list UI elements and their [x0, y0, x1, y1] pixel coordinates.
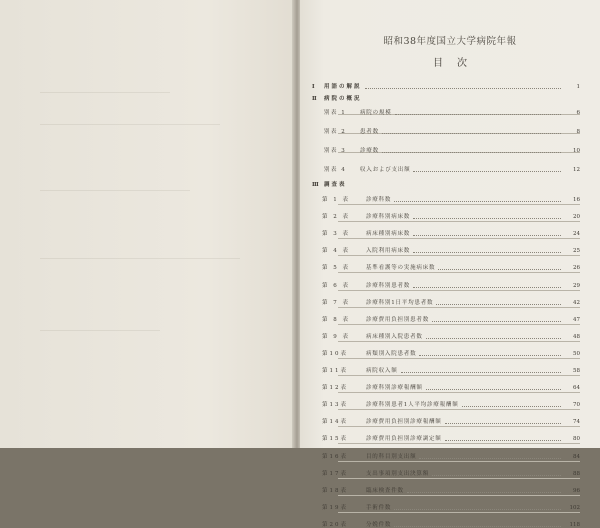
- page-number: 25: [573, 248, 580, 255]
- toc-entry: [312, 411, 580, 425]
- page-number: 42: [573, 299, 580, 306]
- page-number: 64: [573, 385, 580, 392]
- entry-title: 目的科目別支出額: [366, 453, 417, 460]
- toc-entry: [312, 394, 580, 408]
- toc-entry: [312, 480, 580, 494]
- entry-label: 第 3 表: [322, 231, 350, 238]
- toc-entry: [312, 428, 580, 442]
- toc-entry: [312, 497, 580, 511]
- leader-dots: [462, 405, 561, 407]
- entry-title: 基準看護等の実施病床数: [366, 265, 436, 272]
- entry-title: 診療科別患者1人平均診療報酬額: [366, 402, 459, 409]
- leader-dots: [394, 200, 561, 202]
- entry-label: 第14表: [322, 419, 348, 426]
- row-rule: [338, 426, 580, 427]
- bleed-through-line: [40, 330, 160, 331]
- leader-dots: [413, 170, 561, 172]
- page-number: 48: [573, 333, 580, 340]
- leader-dots: [382, 151, 561, 153]
- entry-label: 第 7 表: [322, 299, 350, 306]
- toc-entry: [312, 223, 580, 237]
- entry-label: 第 1 表: [322, 197, 350, 203]
- bleed-through-line: [40, 124, 220, 125]
- leader-dots: [432, 474, 561, 476]
- row-rule: [338, 324, 580, 325]
- row-rule: [338, 204, 580, 205]
- section-number: Ⅲ: [312, 182, 319, 188]
- page-number: 6: [576, 110, 580, 116]
- toc-entry: [312, 514, 580, 528]
- row-rule: [338, 290, 580, 291]
- page-number: 29: [573, 282, 580, 289]
- page-number: 10: [573, 148, 580, 154]
- toc-entry: [312, 463, 580, 477]
- leader-dots: [419, 354, 561, 356]
- row-rule: [338, 272, 580, 273]
- entry-label: 第 9 表: [322, 333, 350, 340]
- toc-section-2: [312, 88, 580, 102]
- row-rule: [338, 443, 580, 444]
- entry-label: 第11表: [322, 368, 348, 374]
- toc-entry: [312, 121, 580, 135]
- leader-dots: [445, 422, 561, 424]
- toc-entry: [312, 275, 580, 289]
- leader-dots: [419, 457, 561, 459]
- page-number: 50: [573, 350, 580, 357]
- toc-entry: [312, 140, 580, 154]
- row-rule: [338, 358, 580, 359]
- toc-section-3: [312, 174, 580, 188]
- page-number: 16: [573, 197, 580, 203]
- page-number: 70: [573, 402, 580, 409]
- entry-label: 別表 1: [324, 110, 347, 116]
- entry-title: 診療科別患者数: [366, 282, 411, 289]
- page-number: 102: [569, 504, 580, 511]
- entry-title: 診療費用負担別患者数: [366, 316, 430, 323]
- leader-dots: [426, 337, 561, 339]
- toc-entry: [312, 159, 580, 173]
- toc-entry: [312, 360, 580, 374]
- section-title: 調査表: [324, 182, 347, 188]
- entry-label: 第19表: [322, 504, 348, 511]
- entry-label: 第 6 表: [322, 282, 350, 289]
- leader-dots: [401, 371, 561, 373]
- leader-dots: [395, 113, 561, 115]
- entry-title: 診療費用負担別診療報酬額: [366, 419, 442, 426]
- leader-dots: [445, 439, 561, 441]
- left-page-blank: [0, 0, 296, 448]
- entry-label: 別表 2: [324, 129, 347, 135]
- entry-label: 第 4 表: [322, 248, 350, 255]
- toc-entry: [312, 377, 580, 391]
- entry-title: 診療科数: [366, 197, 392, 203]
- section-title: 用語の解説: [324, 84, 362, 90]
- row-rule: [338, 341, 580, 342]
- entry-label: 第20表: [322, 521, 348, 528]
- entry-title: 分娩件数: [366, 521, 392, 528]
- entry-label: 別表 3: [324, 148, 347, 154]
- toc-entry: [312, 326, 580, 340]
- toc-entry: [312, 189, 580, 203]
- toc-entry: [312, 206, 580, 220]
- entry-title: 病院収入額: [366, 368, 398, 374]
- leader-dots: [426, 388, 561, 390]
- leader-dots: [413, 234, 561, 236]
- leader-dots: [413, 251, 561, 253]
- row-rule: [338, 238, 580, 239]
- page-number: 84: [573, 453, 580, 460]
- entry-label: 別表 4: [324, 167, 347, 173]
- toc-entry: [312, 309, 580, 323]
- entry-label: 第 2 表: [322, 214, 350, 221]
- entry-label: 第 5 表: [322, 265, 350, 272]
- entry-label: 第17表: [322, 470, 348, 477]
- row-rule: [338, 461, 580, 462]
- entry-title: 診療数: [360, 148, 379, 154]
- leader-dots: [413, 286, 561, 288]
- bleed-through-line: [40, 258, 240, 259]
- toc-entry: [312, 292, 580, 306]
- page-number: 58: [573, 368, 580, 374]
- toc-entry: [312, 102, 580, 116]
- leader-dots: [382, 132, 561, 134]
- page-number: 47: [573, 316, 580, 323]
- leader-dots: [436, 303, 561, 305]
- page-number: 12: [573, 167, 580, 173]
- entry-title: 病床種別入院患者数: [366, 333, 423, 340]
- entry-title: 手術件数: [366, 504, 392, 511]
- leader-dots: [438, 268, 561, 270]
- page-number: 96: [573, 487, 580, 494]
- page-number: 118: [569, 521, 580, 528]
- row-rule: [338, 512, 580, 513]
- leader-dots: [394, 525, 561, 527]
- toc-entry: [312, 257, 580, 271]
- entry-label: 第18表: [322, 487, 348, 494]
- entry-title: 診療費用負担別診療調定額: [366, 436, 442, 443]
- entry-title: 病類別入院患者数: [366, 350, 417, 357]
- entry-label: 第10表: [322, 350, 348, 357]
- entry-title: 診療科別診療報酬額: [366, 385, 423, 392]
- page-number: 8: [576, 129, 580, 135]
- row-rule: [338, 478, 580, 479]
- entry-label: 第 8 表: [322, 316, 350, 323]
- entry-title: 患者数: [360, 129, 379, 135]
- toc-entry: [312, 240, 580, 254]
- entry-label: 第13表: [322, 402, 348, 409]
- leader-dots: [407, 491, 561, 493]
- entry-title: 病院の規模: [360, 110, 392, 116]
- leader-dots: [432, 320, 561, 322]
- page-number: 88: [573, 470, 580, 477]
- row-rule: [338, 375, 580, 376]
- bleed-through-line: [40, 190, 190, 191]
- entry-title: 収入および支出額: [360, 167, 411, 173]
- page-number: 20: [573, 214, 580, 221]
- page-number: 26: [573, 265, 580, 272]
- section-title: 病院の概況: [324, 96, 362, 102]
- page-number: 74: [573, 419, 580, 426]
- section-number: Ⅰ: [312, 84, 315, 90]
- page-number: 80: [573, 436, 580, 443]
- leader-dots: [413, 217, 561, 219]
- section-number: Ⅱ: [312, 96, 317, 102]
- entry-title: 臨床検査件数: [366, 487, 404, 494]
- row-rule: [338, 307, 580, 308]
- entry-title: 入院利用病床数: [366, 248, 411, 255]
- page-number: 24: [573, 231, 580, 238]
- page-number: 1: [576, 84, 580, 90]
- report-title: 昭和38年度国立大学病院年報: [383, 36, 517, 47]
- entry-title: 支出事項別支出決算額: [366, 470, 430, 477]
- row-rule: [338, 409, 580, 410]
- row-rule: [338, 255, 580, 256]
- bleed-through-line: [40, 92, 170, 93]
- entry-label: 第16表: [322, 453, 348, 460]
- row-rule: [338, 392, 580, 393]
- toc-heading: 目次: [433, 58, 481, 69]
- leader-dots: [394, 508, 561, 510]
- row-rule: [338, 495, 580, 496]
- entry-title: 病床種別病床数: [366, 231, 411, 238]
- row-rule: [338, 221, 580, 222]
- toc-page: [300, 0, 600, 528]
- entry-label: 第12表: [322, 385, 348, 392]
- entry-title: 診療科別1日平均患者数: [366, 299, 434, 306]
- entry-title: 診療科別病床数: [366, 214, 411, 221]
- entry-label: 第15表: [322, 436, 348, 443]
- toc-entry: [312, 343, 580, 357]
